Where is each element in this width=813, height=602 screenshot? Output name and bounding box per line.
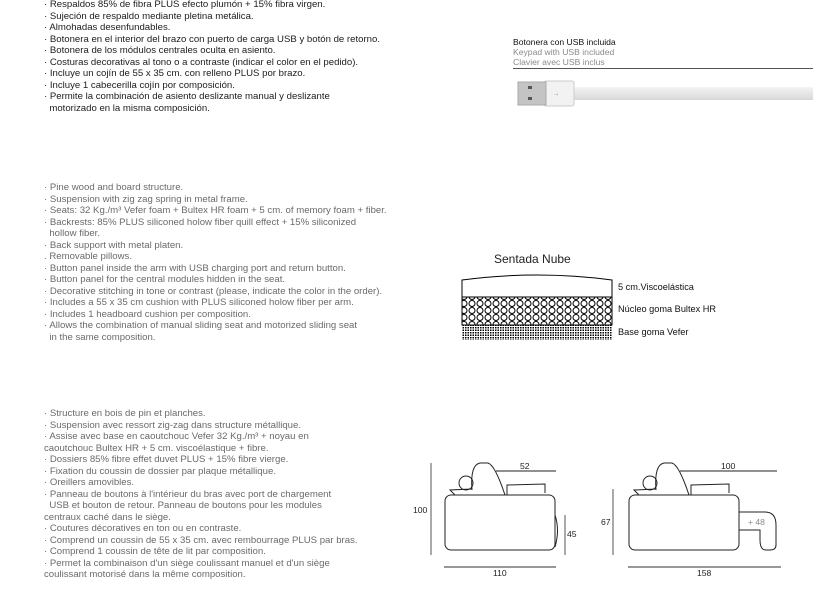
feature-item: · Decorative stitching in tone or contrast (please, indicate the color in the order). <box>44 285 383 297</box>
closed-width-label: 110 <box>493 568 507 578</box>
sofa-open-drawing <box>613 463 781 567</box>
feature-item: centraux caché dans le siège. <box>44 511 171 523</box>
feature-item: caoutchouc Bultex HR + 5 cm. viscoélastique + fibre. <box>44 442 269 454</box>
feature-item: · Incluye un cojín de 55 x 35 cm. con relleno PLUS por brazo. <box>44 68 306 79</box>
feature-item: · Comprend 1 coussin de tête de lit par composition. <box>44 546 266 557</box>
closed-seat-height-label: 45 <box>567 529 577 539</box>
feature-item: motorizado en la misma composición. <box>44 102 210 114</box>
seat-layer-core: Núcleo goma Bultex HR <box>618 304 717 314</box>
sofa-closed-drawing <box>431 463 565 567</box>
feature-item: · Incluye 1 cabecerilla cojín por composición. <box>44 79 235 91</box>
closed-seat-depth-label: 52 <box>520 461 530 471</box>
feature-item: · Coutures décoratives en ton ou en contraste. <box>44 523 242 534</box>
feature-item: · Button panel for the central modules hidden in the seat. <box>44 274 286 285</box>
feature-item: · Dossiers 85% fibre effet duvet PLUS + 15% fibre vierge. <box>44 454 289 465</box>
open-height-label: 67 <box>601 517 611 527</box>
svg-text:⇢: ⇢ <box>554 92 559 98</box>
seat-cross-section <box>460 272 615 342</box>
closed-height-label: 100 <box>413 505 428 515</box>
english-feature-list <box>44 182 387 343</box>
feature-item: · Respaldos 85% de fibra PLUS efecto plumón + 15% fibra virgen. <box>44 0 326 10</box>
feature-item: · Botonera de los módulos centrales oculta en asiento. <box>44 45 276 56</box>
feature-item: · Structure en bois de pin et planches. <box>44 408 206 419</box>
feature-item: USB et bouton de retour. Panneau de boutons pour les modules <box>44 500 322 511</box>
feature-item: · Oreillers amovibles. <box>44 477 135 488</box>
french-feature-list <box>44 408 358 581</box>
feature-item: · Suspension avec ressort zig-zag dans structure métallique. <box>44 419 302 431</box>
feature-item: · Almohadas desenfundables. <box>44 22 171 33</box>
feature-item: · Sujeción de respaldo mediante pletina metálica. <box>44 10 254 22</box>
open-width-label: 158 <box>697 568 712 578</box>
seat-title: Sentada Nube <box>494 252 571 266</box>
seat-layer-top: 5 cm.Viscoelástica <box>618 282 694 292</box>
feature-item: · Back support with metal platen. <box>44 239 184 251</box>
feature-item: · Button panel inside the arm with USB charging port and return button. <box>44 262 346 274</box>
usb-cable-image <box>510 76 813 116</box>
feature-item: in the same composition. <box>44 331 156 343</box>
spanish-feature-list <box>44 0 380 114</box>
feature-item: · Seats: 32 Kg./m³ Vefer foam + Bultex HR foam + 5 cm. of memory foam + fiber. <box>44 205 387 216</box>
feature-item: · Pine wood and board structure. <box>44 182 184 193</box>
usb-title-fr: Clavier avec USB inclus <box>513 57 605 67</box>
feature-item: · Fixation du coussin de dossier par plaque métallique. <box>44 465 276 477</box>
feature-item: · Includes a 55 x 35 cm cushion with PLUS siliconed holow fiber per arm. <box>44 297 354 308</box>
feature-item: · Backrests: 85% PLUS siliconed holow fiber quill effect + 15% siliconized <box>44 216 357 228</box>
feature-item: · Suspension with zig zag spring in metal frame. <box>44 193 248 205</box>
feature-item: · Botonera en el interior del brazo con puerto de carga USB y botón de retorno. <box>44 33 380 45</box>
divider <box>513 68 813 69</box>
feature-item: · Includes 1 headboard cushion per composition. <box>44 308 251 320</box>
feature-item: · Comprend un coussin de 55 x 35 cm. avec rembourrage PLUS par bras. <box>44 534 358 546</box>
open-seat-depth-label: 100 <box>721 461 736 471</box>
seat-layer-base: Base goma Vefer <box>618 327 689 337</box>
feature-item: · Assise avec base en caoutchouc Vefer 32 Kg./m³ + noyau en <box>44 431 309 442</box>
feature-item: · Permite la combinación de asiento deslizante manual y deslizante <box>44 91 330 102</box>
feature-item: · Permet la combinaison d'un siège coulissant manuel et d'un siège <box>44 557 330 569</box>
usb-caption <box>513 37 616 67</box>
feature-item: hollow fiber. <box>44 228 100 239</box>
open-extension-label: + 48 <box>748 517 765 527</box>
feature-item: · Allows the combination of manual sliding seat and motorized sliding seat <box>44 320 358 331</box>
usb-title-en: Keypad with USB included <box>513 47 615 57</box>
feature-item: . Removable pillows. <box>44 251 132 262</box>
feature-item: · Costuras decorativas al tono o a contraste (indicar el color en el pedido). <box>44 56 359 68</box>
feature-item: coulissant motorisé dans la même composition. <box>44 569 246 580</box>
feature-item: · Panneau de boutons à l'intérieur du bras avec port de chargement <box>44 488 332 500</box>
usb-title-es: Botonera con USB incluida <box>513 37 616 47</box>
